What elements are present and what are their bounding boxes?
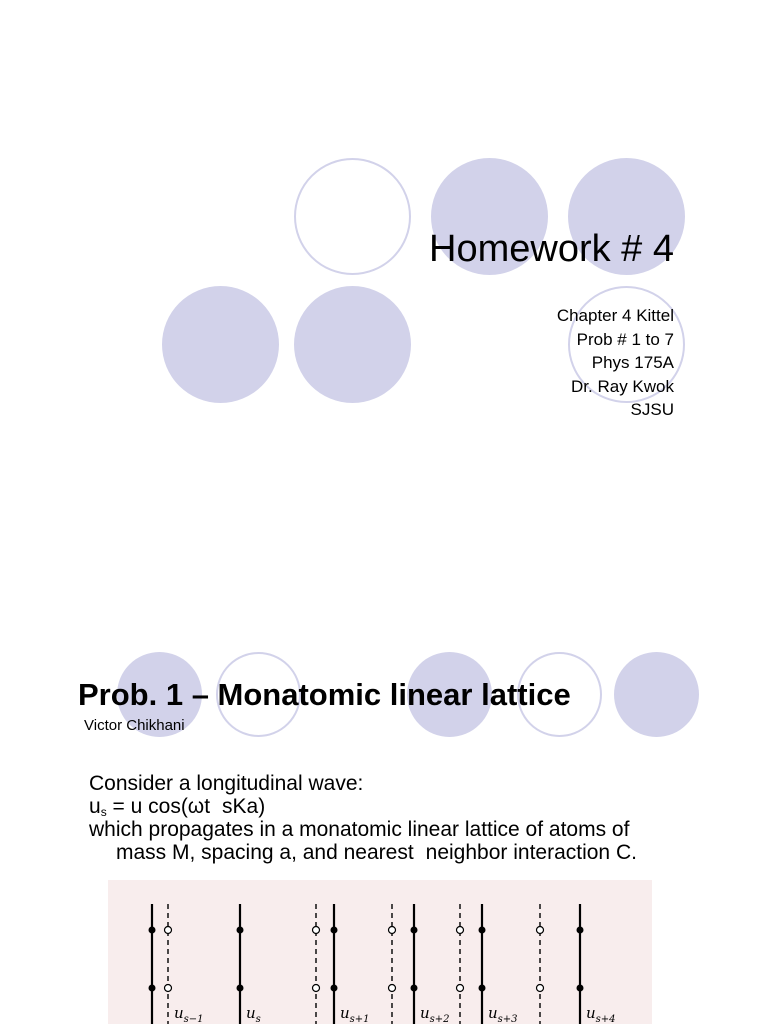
equation-rhs-b: sKa) [222, 795, 266, 818]
problem-title: Prob. 1 – Monatomic linear lattice [78, 677, 571, 712]
atom-dot [411, 985, 418, 992]
lattice-diagram [108, 880, 652, 1024]
equilibrium-atom [537, 927, 544, 934]
equation-subscript: s [100, 805, 107, 819]
subtitle-line: Phys 175A [591, 353, 674, 372]
subtitle-line: SJSU [630, 400, 674, 419]
displacement-label: $u_{s+1}$ [340, 1004, 370, 1024]
atom-dot [331, 927, 338, 934]
equation-rhs-a: = u cos(ωt [106, 795, 211, 818]
lattice-figure [108, 880, 652, 1024]
equilibrium-atom [537, 985, 544, 992]
equilibrium-atom [165, 927, 172, 934]
atom-dot [149, 927, 156, 934]
equilibrium-atom [313, 985, 320, 992]
equilibrium-atom [313, 927, 320, 934]
displacement-label: $u_{s+4}$ [586, 1004, 616, 1024]
equilibrium-atom [389, 927, 396, 934]
statement-part: neighbor interaction C. [425, 841, 637, 864]
atom-dot [411, 927, 418, 934]
atom-dot [577, 985, 584, 992]
author-name: Victor Chikhani [84, 717, 185, 734]
decorative-circle [614, 652, 699, 737]
atom-dot [149, 985, 156, 992]
equilibrium-atom [457, 927, 464, 934]
displacement-label: $u_s$ [246, 1004, 261, 1024]
displacement-label: $u_{s-1}$ [174, 1004, 204, 1024]
displacement-label: $u_{s+2}$ [420, 1004, 450, 1024]
equilibrium-atom [165, 985, 172, 992]
atom-dot [237, 927, 244, 934]
atom-dot [577, 927, 584, 934]
subtitle-line: Prob # 1 to 7 [576, 329, 674, 349]
equilibrium-atom [457, 985, 464, 992]
statement-line: which propagates in a monatomic linear lattice of atoms of [89, 818, 630, 841]
slide-title: Homework # 4 [429, 228, 674, 270]
decorative-circle [294, 286, 411, 403]
subtitle-line: Dr. Ray Kwok [571, 376, 674, 396]
atom-dot [479, 927, 486, 934]
statement-line [89, 841, 729, 864]
slide-subtitle [440, 304, 674, 422]
atom-dot [237, 985, 244, 992]
statement-line: Consider a longitudinal wave: [89, 772, 364, 795]
statement-part: mass M, spacing a, and nearest [116, 841, 414, 864]
problem-slide [0, 620, 768, 1024]
displacement-label: $u_{s+3}$ [488, 1004, 518, 1024]
problem-statement [89, 772, 729, 864]
wave-equation [89, 795, 729, 818]
equation-u: u [89, 795, 101, 818]
equilibrium-atom [389, 985, 396, 992]
subtitle-line: Chapter 4 Kittel [556, 306, 674, 325]
atom-dot [479, 985, 486, 992]
atom-dot [331, 985, 338, 992]
decorative-circle [162, 286, 279, 403]
